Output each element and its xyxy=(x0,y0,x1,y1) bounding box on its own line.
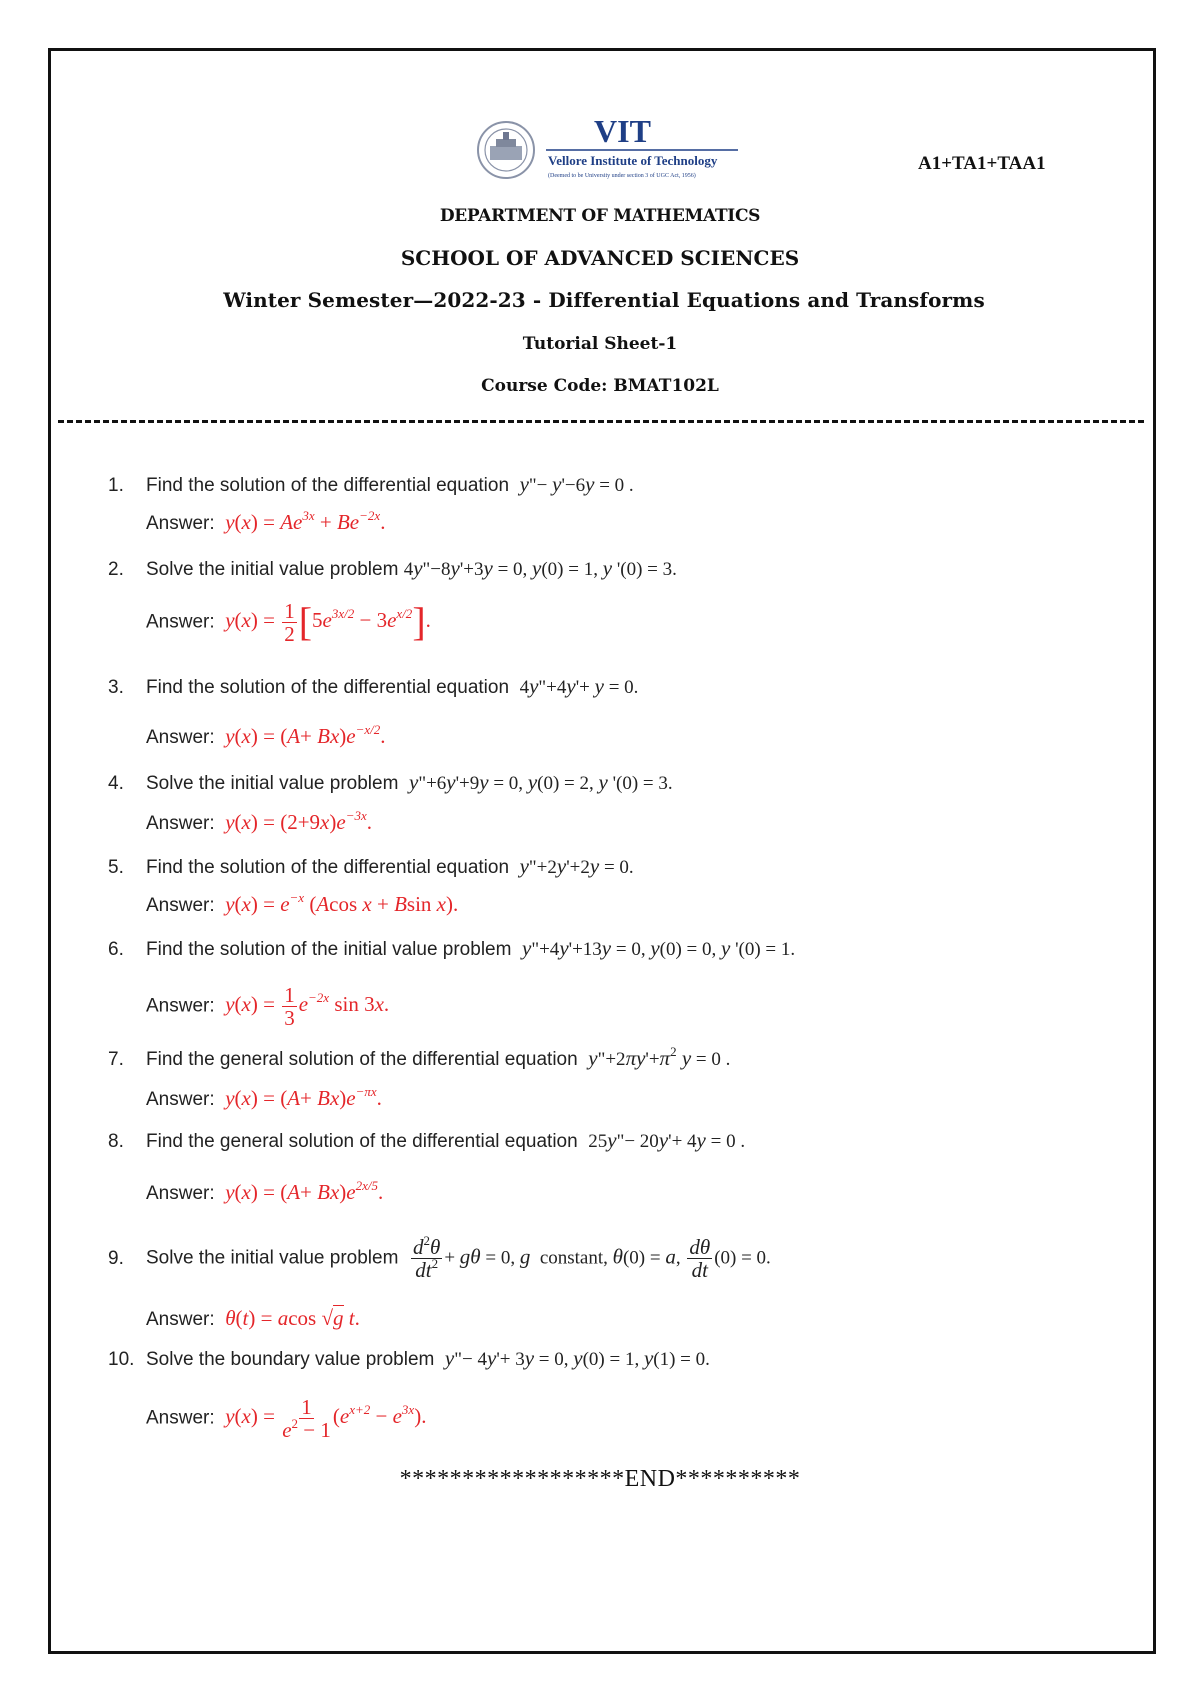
question-1: 1. Find the solution of the differential equation y"− y'−6y = 0 . xyxy=(108,472,634,496)
logo-subtitle: Vellore Institute of Technology xyxy=(548,153,718,168)
question-9: 9. Solve the initial value problem $\frac{d^2\theta}{dt^2}$ + gθ = 0, g constant, θ(0) = a, $\frac{d\theta}{dt}$ (0) = 0. xyxy=(108,1233,771,1283)
question-prompt: Solve the initial value problem xyxy=(146,559,399,580)
question-number: 2. xyxy=(108,559,124,580)
answer-label: Answer: xyxy=(146,727,215,748)
course-title: Winter Semester—2022-23 - Differential Equations and Transforms xyxy=(223,288,985,312)
question-prompt: Find the general solution of the differential equation xyxy=(146,1049,578,1070)
school-title: SCHOOL OF ADVANCED SCIENCES xyxy=(400,246,800,270)
question-number: 5. xyxy=(108,857,124,878)
question-prompt: Solve the initial value problem xyxy=(146,1247,399,1269)
answer-2: Answer: y(x) = $\frac{1}{2}$ $[5e^{3x/2} - 3e^{x/2}]$. xyxy=(146,599,431,647)
answer-10: Answer: y(x) = $\frac{1}{e^2 - 1}$ $(e^{x+2} - e^{3x})$. xyxy=(146,1395,427,1443)
answer-9: Answer: θ(t) = acos √g t. xyxy=(146,1306,360,1330)
question-prompt: Find the solution of the differential equation xyxy=(146,857,510,878)
separator-line xyxy=(58,420,1144,426)
question-prompt: Find the general solution of the differential equation xyxy=(146,1131,578,1152)
answer-label: Answer: xyxy=(146,995,215,1017)
logo-note: (Deemed to be University under section 3 of UGC Act, 1956) xyxy=(548,173,696,179)
answer-label: Answer: xyxy=(146,1407,215,1429)
answer-7: Answer: $y(x) = (A+ Bx)e^{-\pi x}$. xyxy=(146,1084,382,1110)
answer-label: Answer: xyxy=(146,895,215,916)
batch-code: A1+TA1+TAA1 xyxy=(918,153,1046,174)
question-number: 8. xyxy=(108,1131,124,1152)
question-2: 2. Solve the initial value problem 4y"−8y'+3y = 0, y(0) = 1, y '(0) = 3. xyxy=(108,556,677,580)
question-6: 6. Find the solution of the initial value problem y"+4y'+13y = 0, y(0) = 0, y '(0) = 1. xyxy=(108,936,796,960)
question-number: 10. xyxy=(108,1349,135,1370)
question-number: 3. xyxy=(108,677,124,698)
question-3: 3. Find the solution of the differential equation 4y"+4y'+ y = 0. xyxy=(108,674,639,698)
answer-label: Answer: xyxy=(146,813,215,834)
question-7: 7. Find the general solution of the differential equation $y"+2\pi y'+\pi^2$ y = 0 . xyxy=(108,1044,731,1070)
question-prompt: Find the solution of the differential equation xyxy=(146,475,510,496)
question-number: 9. xyxy=(108,1247,124,1269)
question-prompt: Solve the boundary value problem xyxy=(146,1349,435,1370)
seal-icon xyxy=(478,122,534,178)
logo-title: VIT xyxy=(594,113,651,149)
vit-logo xyxy=(476,112,740,188)
answer-5: Answer: $y(x) = e^{-x}$ (Acos x + Bsin x). xyxy=(146,890,459,916)
answer-label: Answer: xyxy=(146,1089,215,1110)
answer-6: Answer: y(x) = $\frac{1}{3}$ $e^{-2x}$ sin 3x. xyxy=(146,983,390,1031)
answer-4: Answer: $y(x) = (2+9x)e^{-3x}$. xyxy=(146,808,372,834)
answer-3: Answer: $y(x) = (A+ Bx)e^{-x/2}$. xyxy=(146,722,386,748)
question-10: 10. Solve the boundary value problem y"− 4y'+ 3y = 0, y(0) = 1, y(1) = 0. xyxy=(108,1346,710,1370)
end-marker: ******************END********** xyxy=(399,1466,801,1492)
question-prompt: Find the solution of the differential equation xyxy=(146,677,510,698)
question-number: 4. xyxy=(108,773,124,794)
question-number: 7. xyxy=(108,1049,124,1070)
question-4: 4. Solve the initial value problem y"+6y'+9y = 0, y(0) = 2, y '(0) = 3. xyxy=(108,770,673,794)
question-5: 5. Find the solution of the differential equation y"+2y'+2y = 0. xyxy=(108,854,634,878)
department-title: DEPARTMENT OF MATHEMATICS xyxy=(439,206,761,226)
sheet-title: Tutorial Sheet-1 xyxy=(522,334,678,354)
answer-label: Answer: xyxy=(146,1309,215,1330)
answer-8: Answer: $y(x) = (A+ Bx)e^{2x/5}$. xyxy=(146,1178,384,1204)
question-number: 6. xyxy=(108,939,124,960)
answer-label: Answer: xyxy=(146,611,215,633)
course-code: Course Code: BMAT102L xyxy=(481,376,719,396)
answer-1: Answer: $y(x) = Ae^{3x} + Be^{-2x}$. xyxy=(146,508,386,534)
question-8: 8. Find the general solution of the differential equation 25y"− 20y'+ 4y = 0 . xyxy=(108,1128,746,1152)
question-prompt: Solve the initial value problem xyxy=(146,773,399,794)
answer-label: Answer: xyxy=(146,513,215,534)
question-prompt: Find the solution of the initial value problem xyxy=(146,939,512,960)
answer-label: Answer: xyxy=(146,1183,215,1204)
question-number: 1. xyxy=(108,475,124,496)
